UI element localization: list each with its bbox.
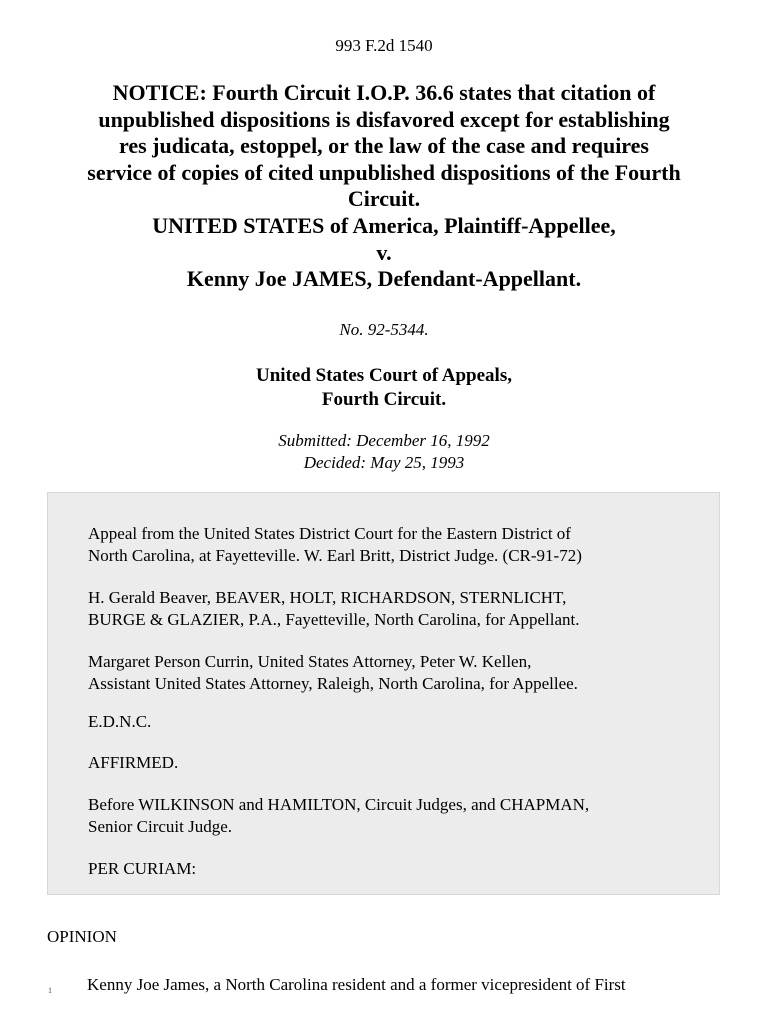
paragraph-number: 1 xyxy=(48,986,52,995)
counsel-line: Margaret Person Currin, United States Attorney, Peter W. Kellen, xyxy=(88,652,532,671)
versus: v. xyxy=(376,239,392,265)
disposition: AFFIRMED. xyxy=(88,753,179,772)
notice-line: NOTICE: Fourth Circuit I.O.P. 36.6 states that citation of xyxy=(112,80,656,105)
court-name-line: United States Court of Appeals, xyxy=(256,365,512,386)
appellant-counsel xyxy=(88,587,708,631)
case-summary-box xyxy=(47,492,720,895)
opinion-paragraph: Kenny Joe James, a North Carolina resident and a former vicepresident of First xyxy=(87,975,626,994)
notice-line: Circuit. xyxy=(347,186,421,212)
notice-line: unpublished dispositions is disfavored except for establishing xyxy=(98,106,670,132)
panel-line: Senior Circuit Judge. xyxy=(88,817,233,836)
submitted-date: Submitted: December 16, 1992 xyxy=(278,431,490,450)
per-curiam: PER CURIAM: xyxy=(88,859,197,878)
notice-line: res judicata, estoppel, or the law of the case and requires xyxy=(118,133,649,159)
court-name xyxy=(0,364,768,412)
appeal-line: North Carolina, at Fayetteville. W. Earl Britt, District Judge. (CR-91-72) xyxy=(88,546,582,565)
defendant-party: Kenny Joe JAMES, Defendant-Appellant. xyxy=(186,266,582,292)
case-citation: 993 F.2d 1540 xyxy=(335,36,433,55)
plaintiff-party: UNITED STATES of America, Plaintiff-Appellee, xyxy=(152,212,616,238)
notice-line: service of copies of cited unpublished dispositions of the Fourth xyxy=(87,159,681,185)
decided-date: Decided: May 25, 1993 xyxy=(303,453,465,472)
case-dates xyxy=(0,430,768,474)
panel-line: Before WILKINSON and HAMILTON, Circuit Judges, and CHAPMAN, xyxy=(88,795,590,814)
case-caption xyxy=(40,80,728,293)
counsel-line: Assistant United States Attorney, Raleigh, North Carolina, for Appellee. xyxy=(88,674,578,693)
counsel-line: BURGE & GLAZIER, P.A., Fayetteville, North Carolina, for Appellant. xyxy=(88,610,580,629)
panel xyxy=(88,794,708,838)
docket-number: No. 92-5344. xyxy=(339,320,429,339)
opinion-heading: OPINION xyxy=(47,927,117,946)
appeal-info xyxy=(88,523,708,567)
district-abbreviation: E.D.N.C. xyxy=(88,712,152,731)
court-name-line: Fourth Circuit. xyxy=(321,389,447,410)
appellee-counsel xyxy=(88,651,708,695)
appeal-line: Appeal from the United States District Court for the Eastern District of xyxy=(88,524,571,543)
counsel-line: H. Gerald Beaver, BEAVER, HOLT, RICHARDSON, STERNLICHT, xyxy=(88,588,567,607)
